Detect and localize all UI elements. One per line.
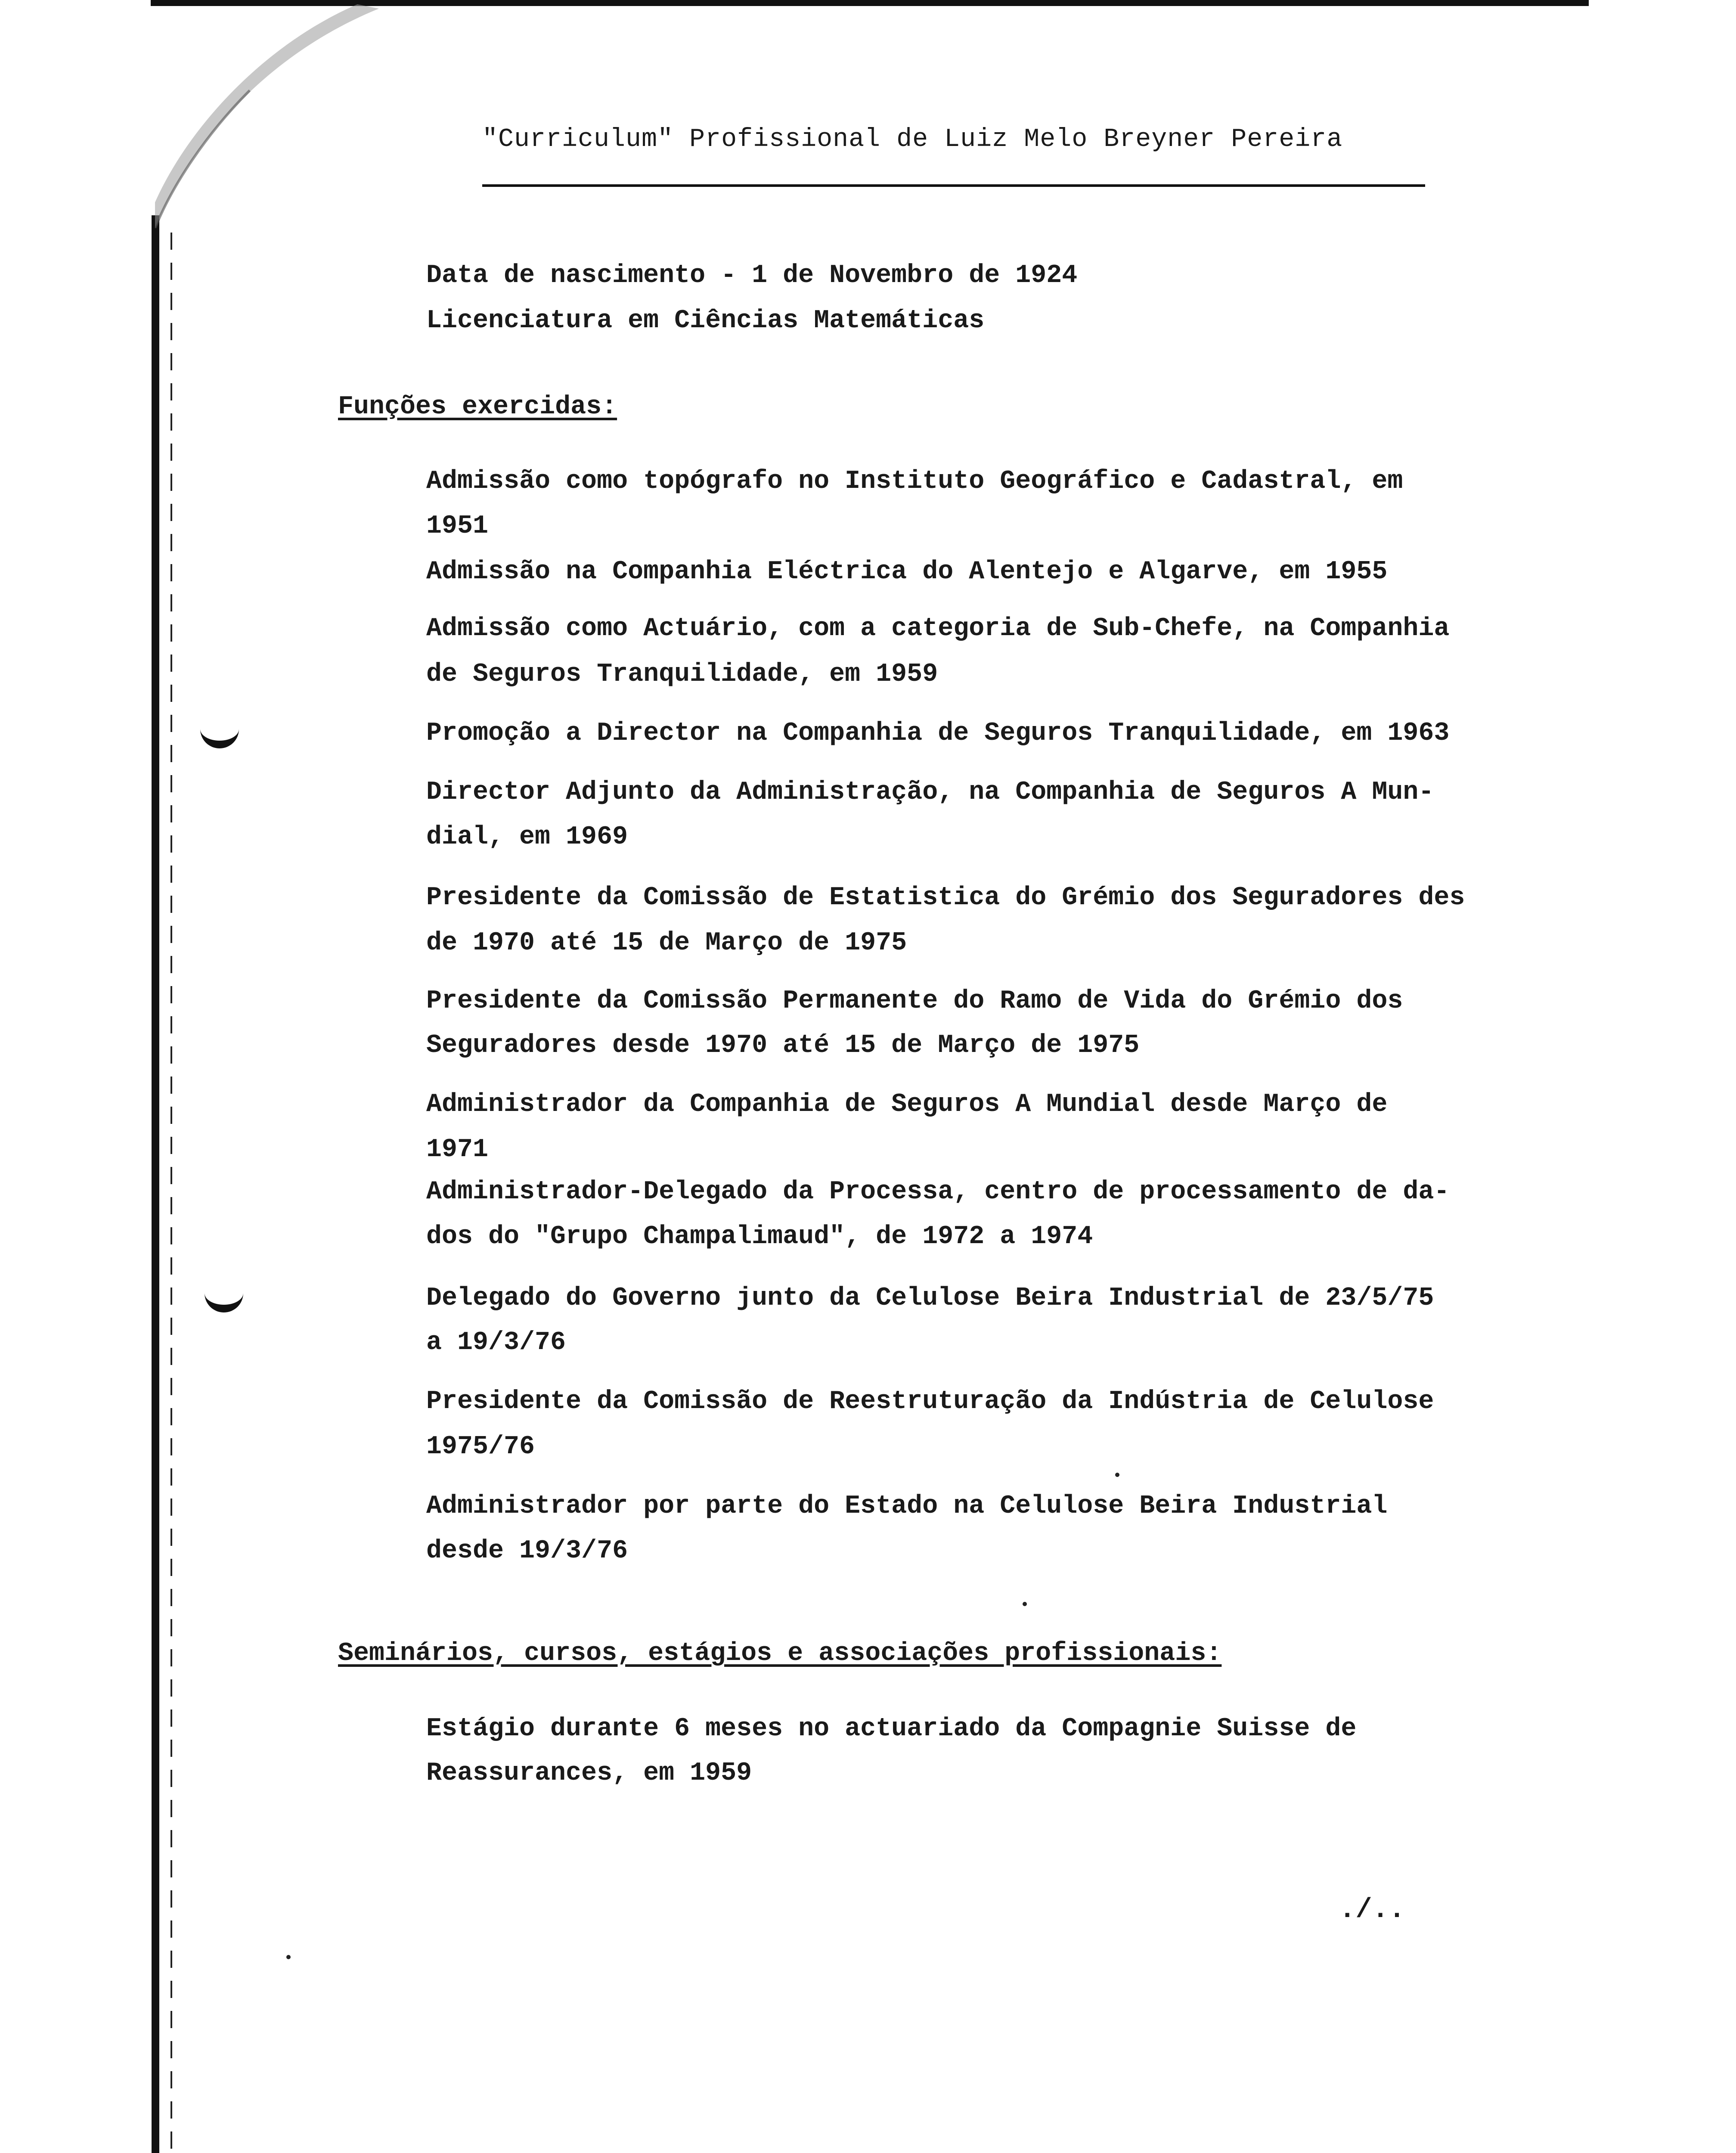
binder-hole-mark-lower	[205, 1279, 243, 1312]
scan-left-edge-dashed	[170, 233, 172, 2153]
section-heading-functions: Funções exercidas:	[338, 392, 617, 422]
function-item-line: desde 19/3/76	[426, 1536, 628, 1566]
scan-speck	[1115, 1473, 1119, 1477]
function-item-line: Admissão como topógrafo no Instituto Geográfico e Cadastral, em	[426, 467, 1403, 496]
degree: Licenciatura em Ciências Matemáticas	[426, 306, 985, 335]
function-item-line: Administrador por parte do Estado na Celulose Beira Industrial	[426, 1492, 1388, 1521]
function-item-line: Admissão como Actuário, com a categoria de Sub-Chefe, na Companhia	[426, 614, 1450, 643]
function-item-line: Delegado do Governo junto da Celulose Beira Industrial de 23/5/75	[426, 1284, 1434, 1313]
function-item-line: 1975/76	[426, 1432, 535, 1461]
page-title: "Curriculum" Profissional de Luiz Melo Breyner Pereira	[482, 125, 1343, 154]
function-item-line: Administrador da Companhia de Seguros A Mundial desde Março de	[426, 1090, 1388, 1119]
function-item-line: de Seguros Tranquilidade, em 1959	[426, 660, 938, 689]
function-item-line: Presidente da Comissão Permanente do Ramo de Vida do Grémio dos	[426, 987, 1403, 1016]
function-item-line: Administrador-Delegado da Processa, centro de processamento de da-	[426, 1177, 1450, 1207]
binder-hole-mark-upper	[200, 715, 239, 748]
title-underline	[482, 184, 1425, 187]
function-item-line: Presidente da Comissão de Estatistica do Grémio dos Seguradores des	[426, 883, 1465, 912]
scan-left-edge	[152, 215, 159, 2153]
scan-speck	[1023, 1602, 1027, 1606]
function-item-line: dial, em 1969	[426, 822, 628, 852]
function-item-line: a 19/3/76	[426, 1328, 566, 1357]
function-item-line: Admissão na Companhia Eléctrica do Alentejo e Algarve, em 1955	[426, 557, 1388, 586]
birth-date: Data de nascimento - 1 de Novembro de 1924	[426, 261, 1078, 290]
function-item-line: Director Adjunto da Administração, na Companhia de Seguros A Mun-	[426, 778, 1434, 807]
function-item-line: dos do "Grupo Champalimaud", de 1972 a 1974	[426, 1222, 1093, 1251]
seminar-item-line: Reassurances, em 1959	[426, 1759, 752, 1788]
function-item-line: Presidente da Comissão de Reestruturação da Indústria de Celulose	[426, 1387, 1434, 1416]
function-item-line: Seguradores desde 1970 até 15 de Março de 1975	[426, 1031, 1140, 1060]
function-item-line: Promoção a Director na Companhia de Seguros Tranquilidade, em 1963	[426, 719, 1450, 748]
function-item-line: 1971	[426, 1135, 489, 1164]
function-item-line: de 1970 até 15 de Março de 1975	[426, 928, 907, 958]
page-continuation-mark: ./..	[1339, 1895, 1405, 1926]
function-item-line: 1951	[426, 512, 489, 541]
section-heading-seminars: Seminários, cursos, estágios e associações profissionais:	[338, 1639, 1222, 1668]
scan-corner-smudge	[155, 4, 379, 228]
scan-speck	[286, 1955, 291, 1959]
seminar-item-line: Estágio durante 6 meses no actuariado da Compagnie Suisse de	[426, 1714, 1357, 1743]
